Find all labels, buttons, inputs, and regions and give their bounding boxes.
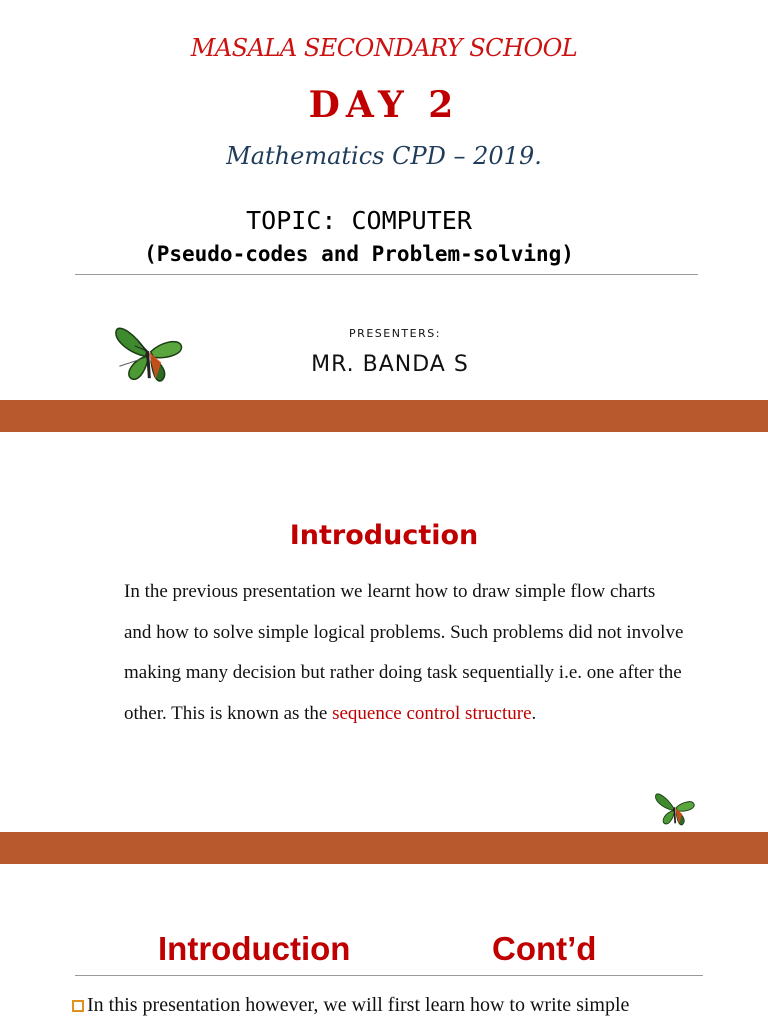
topic-subheading: (Pseudo-codes and Problem-solving) [144, 242, 574, 266]
school-name: MASALA SECONDARY SCHOOL [190, 34, 578, 62]
slide-title: Introduction [289, 520, 479, 551]
slide-separator-band [0, 400, 768, 432]
topic-heading: TOPIC: COMPUTER [246, 206, 472, 235]
introduction-contd-slide [0, 864, 768, 1024]
bullet-item [72, 994, 629, 1017]
slide-title-left: Introduction [158, 930, 351, 967]
butterfly-icon [652, 787, 698, 831]
butterfly-icon [110, 318, 188, 390]
presenters-label: PRESENTERS: [349, 327, 441, 340]
bullet-text: In this presentation however, we will first learn how to write simple [87, 994, 630, 1016]
intro-text: In the previous presentation we learnt how to draw simple flow charts and how to solve simple logical problems. Such problems did not involve making many decision but rather doing task sequentially i.e. one after the other. This is known as the [124, 581, 684, 724]
intro-paragraph [124, 572, 684, 734]
introduction-slide [0, 432, 768, 832]
cpd-subtitle: Mathematics CPD – 2019. [226, 142, 542, 170]
checkbox-bullet-icon [72, 1000, 84, 1012]
day-heading: DAY 2 [308, 84, 460, 126]
divider [75, 274, 698, 275]
divider [75, 975, 703, 976]
intro-text-end: . [531, 702, 537, 724]
presenter-name: MR. BANDA S [311, 352, 469, 377]
slide-separator-band [0, 832, 768, 864]
title-slide [0, 0, 768, 400]
highlighted-term: sequence control structure [332, 702, 532, 724]
slide-title-right: Cont’d [492, 930, 597, 967]
